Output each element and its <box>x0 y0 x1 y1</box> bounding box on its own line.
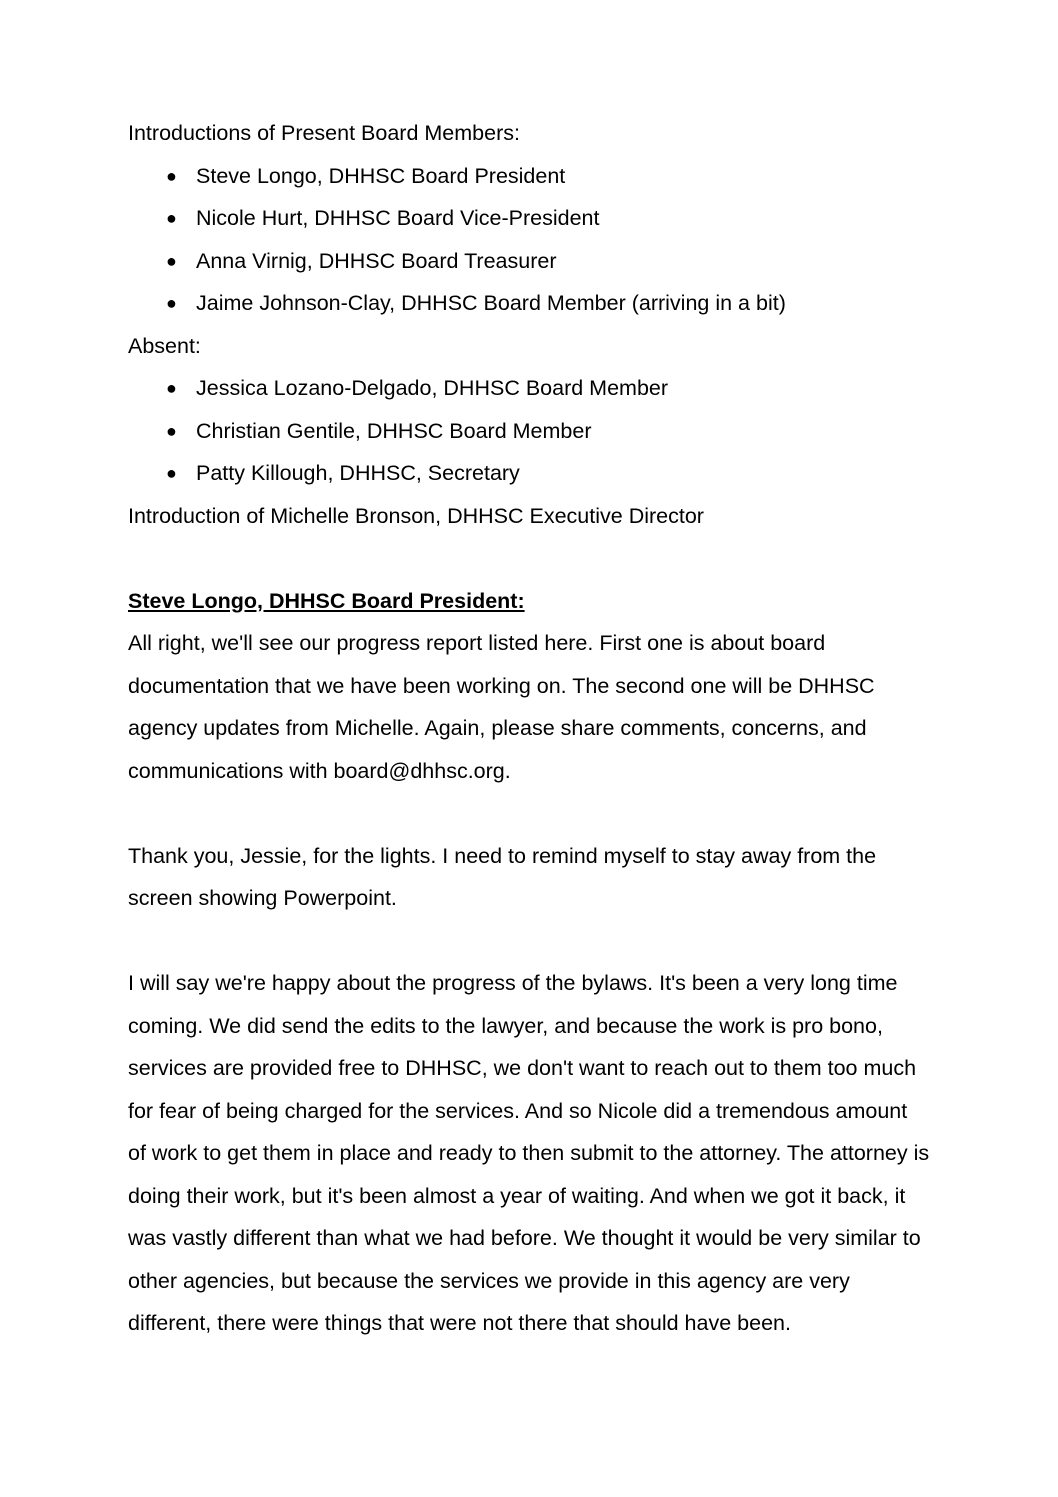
list-item <box>128 452 930 495</box>
list-item-label: Patty Killough, DHHSC, Secretary <box>196 461 520 485</box>
list-item-label: Anna Virnig, DHHSC Board Treasurer <box>196 248 557 273</box>
present-members-list <box>128 155 930 325</box>
bullet-dot-icon: ● <box>166 165 177 186</box>
list-item <box>128 282 930 325</box>
bullet-dot-icon: ● <box>166 208 177 228</box>
bullet-dot-icon: ● <box>166 293 177 313</box>
intro-present-heading: Introductions of Present Board Members: <box>128 121 520 145</box>
list-item <box>128 240 930 283</box>
paragraph-thank-you-jessie: Thank you, Jessie, for the lights. I need to remind myself to stay away from the screen showing Powerpoint. <box>128 843 877 910</box>
absent-members-list <box>128 367 930 495</box>
list-item-label: Christian Gentile, DHHSC Board Member <box>196 418 592 443</box>
paragraph-bylaws-progress: I will say we're happy about the progress of the bylaws. It's been a very long time coming. We did send the edits to the lawyer, and because the work is pro bono, services are provided free to DHHSC, we don't want to reach out to them too much for fear of being charged for the services. And so Nicole did a tremendous amount of work to get them in place and ready to then submit to the attorney. The attorney is doing their work, but it's been almost a year of waiting. And when we got it back, it was vastly different than what we had before. We thought it would be very similar to other agencies, but because the services we provide in this agency are very different, there were things that were not there that should have been. <box>128 971 930 1335</box>
bullet-dot-icon: ● <box>166 463 177 483</box>
list-item <box>128 367 930 410</box>
spacer-2 <box>128 792 930 835</box>
list-item-label: Steve Longo, DHHSC Board President <box>196 163 566 188</box>
list-item-label: Jaime Johnson-Clay, DHHSC Board Member (arriving in a bit) <box>196 291 786 315</box>
list-item-label: Nicole Hurt, DHHSC Board Vice-President <box>196 206 600 230</box>
document-body <box>128 112 930 1345</box>
executive-director-intro: Introduction of Michelle Bronson, DHHSC Executive Director <box>128 503 704 528</box>
list-item <box>128 410 930 453</box>
spacer-1 <box>128 537 930 580</box>
list-item-label: Jessica Lozano-Delgado, DHHSC Board Member <box>196 376 669 400</box>
spacer-3 <box>128 920 930 963</box>
speaker-steve-longo: Steve Longo, DHHSC Board President: <box>128 588 525 613</box>
absent-heading: Absent: <box>128 333 201 358</box>
bullet-dot-icon: ● <box>166 378 177 398</box>
bullet-dot-icon: ● <box>166 420 177 441</box>
paragraph-progress-report: All right, we'll see our progress report listed here. First one is about board documentation that we have been working on. The second one will be DHHSC agency updates from Michelle. Again, please share comments, concerns, and communications with board@dhhsc.org. <box>128 631 875 783</box>
list-item <box>128 197 930 240</box>
list-item <box>128 155 930 198</box>
bullet-dot-icon: ● <box>166 250 177 271</box>
